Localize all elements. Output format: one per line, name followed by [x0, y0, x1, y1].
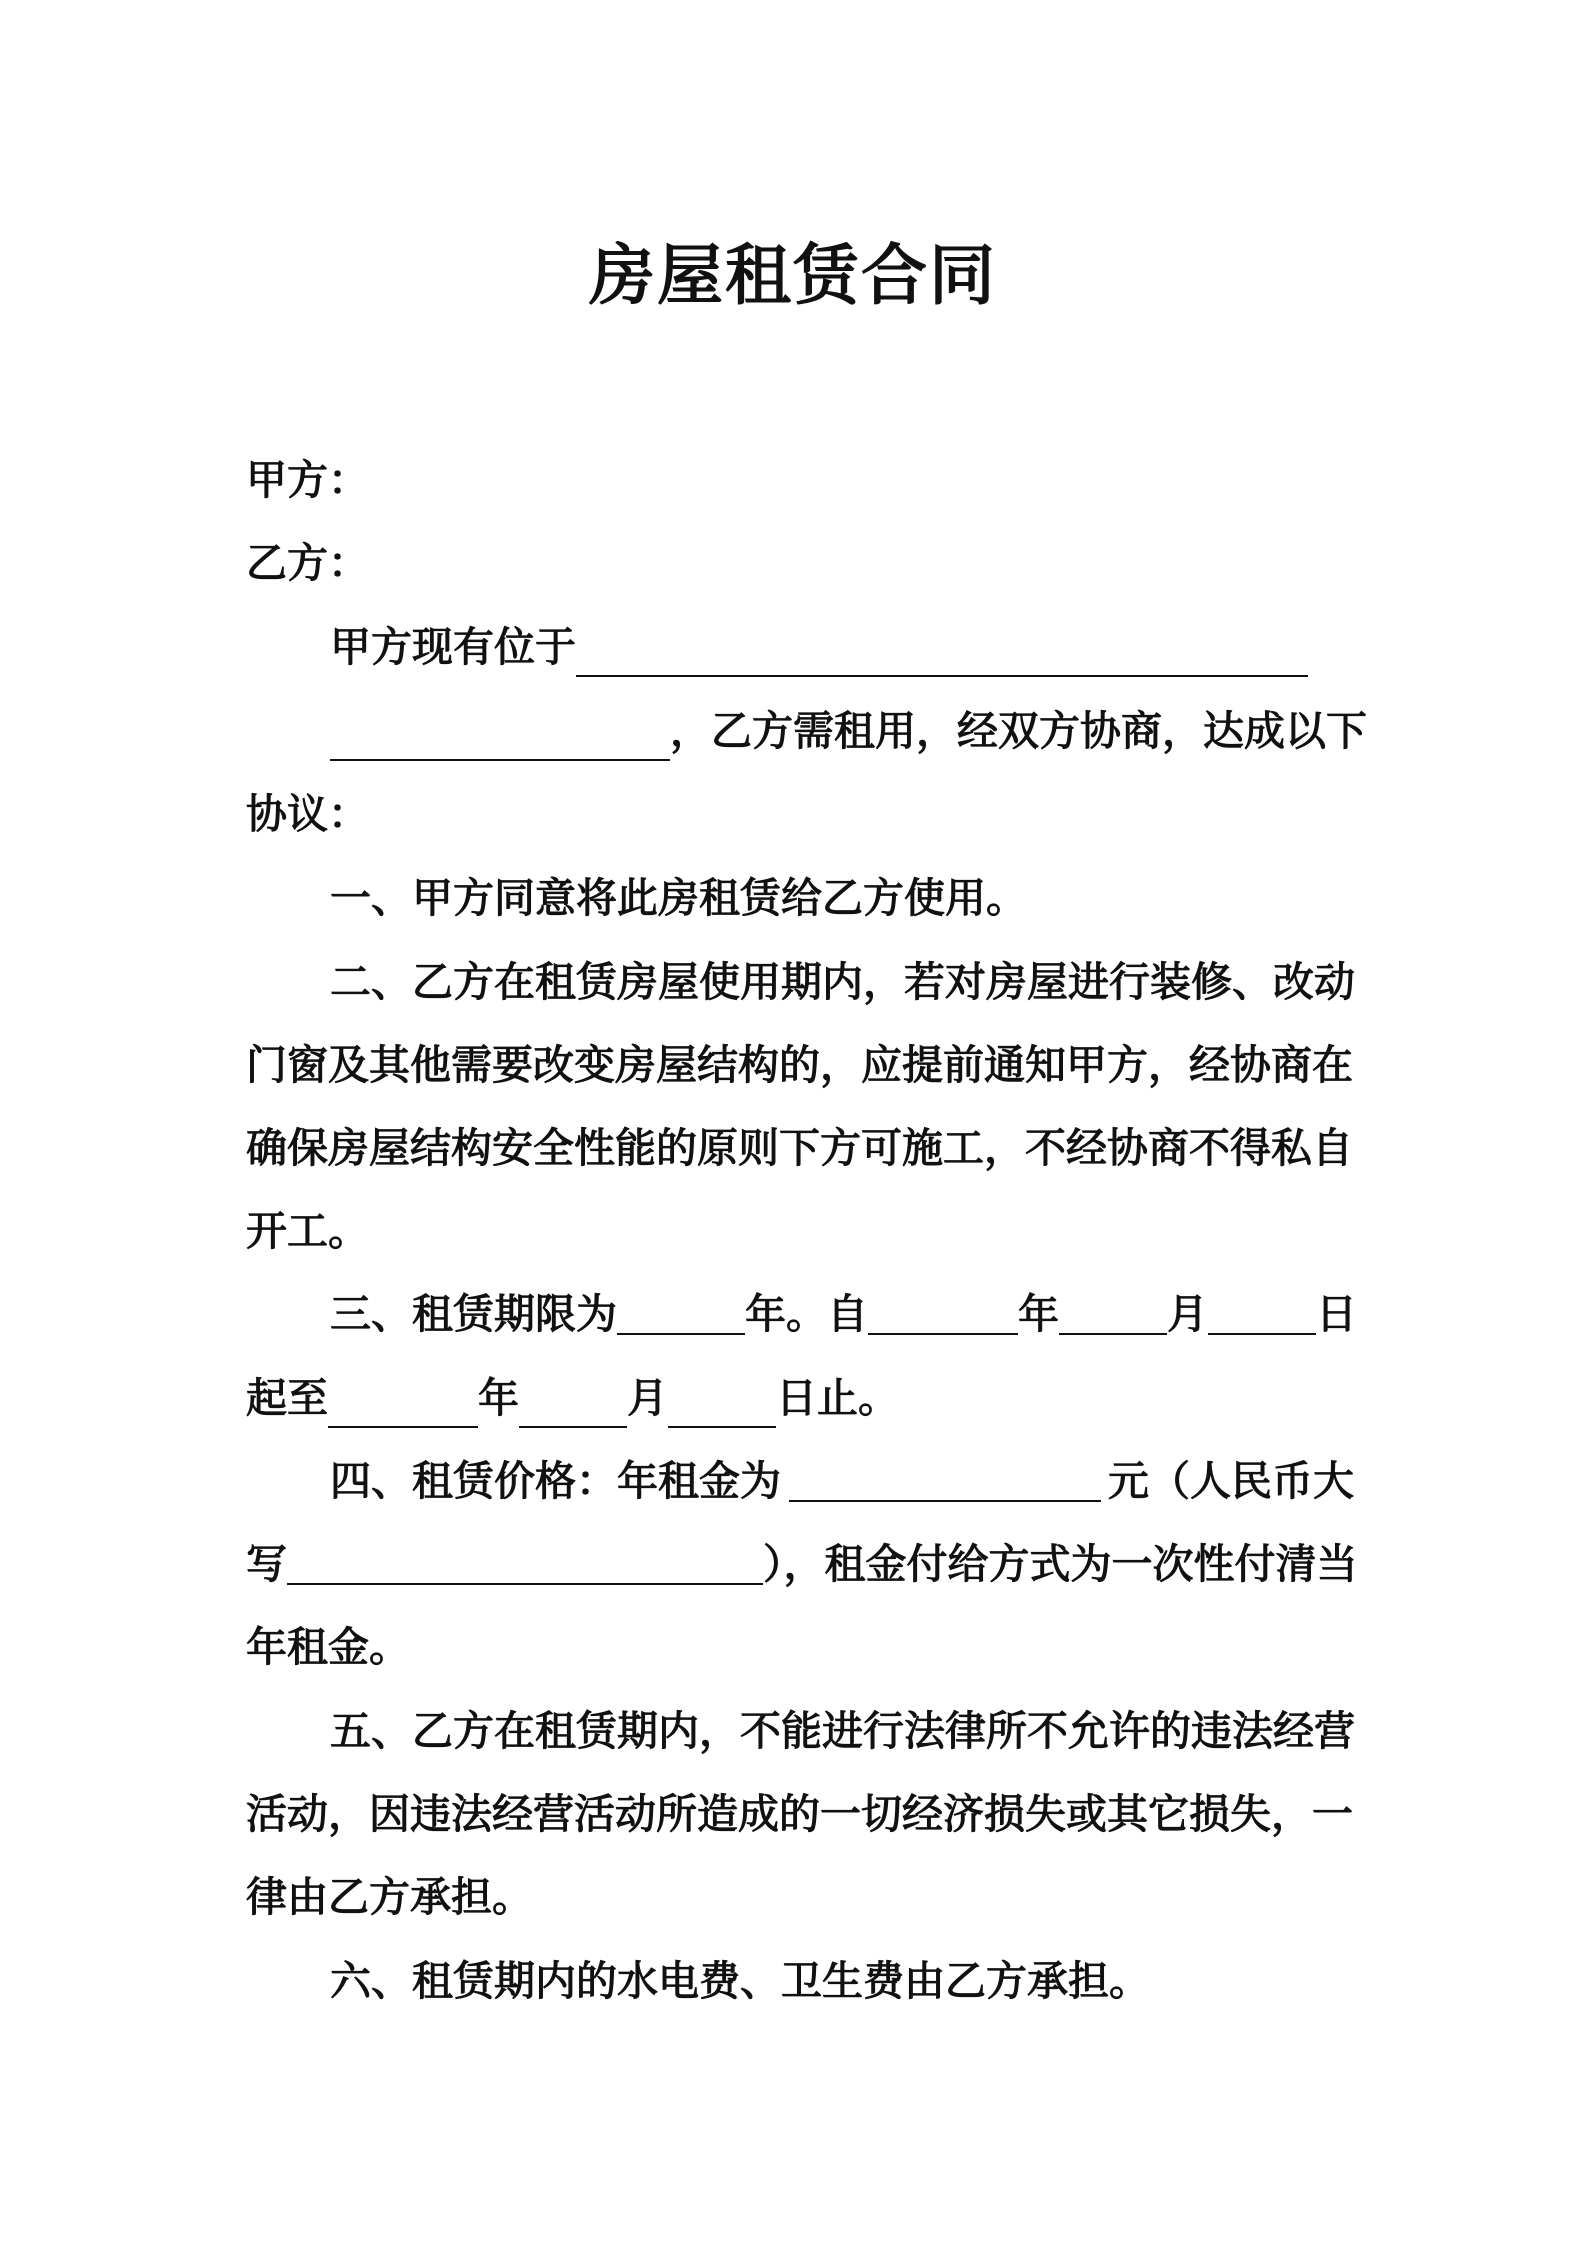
- clause-3-day-label: 日: [1316, 1290, 1357, 1338]
- intro-line-2: [330, 701, 1367, 761]
- clause-3-year-label: 年: [1018, 1290, 1059, 1338]
- clause-4-line-3: 年租金。: [246, 1623, 410, 1671]
- document-title: 房屋租赁合同: [589, 237, 997, 314]
- clause-5-line-1: 五、乙方在租赁期内，不能进行法律所不允许的违法经营: [330, 1707, 1355, 1755]
- clause-2-line-1: 二、乙方在租赁房屋使用期内，若对房屋进行装修、改动: [330, 958, 1355, 1006]
- clause-3-year-from: 年。自: [745, 1290, 868, 1338]
- clause-3-line-2: [246, 1368, 899, 1428]
- clause-3-end: 日止。: [776, 1374, 899, 1422]
- clause-4-yuan: 元（人民币大: [1108, 1457, 1354, 1505]
- clause-3-end-month-label: 月: [627, 1374, 668, 1422]
- end-month-blank[interactable]: [519, 1384, 627, 1428]
- end-year-blank[interactable]: [328, 1384, 478, 1428]
- clause-5-line-3: 律由乙方承担。: [246, 1873, 533, 1921]
- clause-5-line-2: 活动，因违法经营活动所造成的一切经济损失或其它损失，一: [246, 1790, 1353, 1838]
- intro-line-1: [330, 617, 1308, 677]
- lease-years-blank[interactable]: [617, 1293, 745, 1335]
- clause-4-line-1: [330, 1451, 1354, 1511]
- clause-4-write: 写: [246, 1540, 287, 1588]
- intro-text-1: 甲方现有位于: [330, 623, 576, 671]
- clause-6: 六、租赁期内的水电费、卫生费由乙方承担。: [330, 1957, 1150, 2005]
- start-year-blank[interactable]: [868, 1293, 1018, 1335]
- start-month-blank[interactable]: [1059, 1293, 1167, 1335]
- annual-rent-blank[interactable]: [789, 1460, 1101, 1502]
- clause-3-prefix: 三、租赁期限为: [330, 1290, 617, 1338]
- property-location-blank-2[interactable]: [330, 717, 670, 761]
- clause-2-line-4: 开工。: [246, 1207, 369, 1255]
- property-location-blank[interactable]: [576, 633, 1308, 677]
- clause-1: 一、甲方同意将此房租赁给乙方使用。: [330, 874, 1027, 922]
- clause-3-to: 起至: [246, 1374, 328, 1422]
- party-a-label: 甲方：: [246, 456, 369, 504]
- clause-4-line-2: [246, 1534, 1358, 1594]
- rent-in-words-blank[interactable]: [287, 1543, 763, 1585]
- clause-2-line-2: 门窗及其他需要改变房屋结构的，应提前通知甲方，经协商在: [246, 1041, 1353, 1089]
- intro-text-2: ，乙方需租用，经双方协商，达成以下: [670, 707, 1367, 755]
- intro-line-3: 协议：: [246, 790, 369, 838]
- end-day-blank[interactable]: [668, 1384, 776, 1428]
- clause-3-line-1: [330, 1284, 1357, 1344]
- clause-3-end-year-label: 年: [478, 1374, 519, 1422]
- party-b-label: 乙方：: [246, 539, 369, 587]
- clause-3-month-label: 月: [1167, 1290, 1208, 1338]
- start-day-blank[interactable]: [1208, 1293, 1316, 1335]
- clause-2-line-3: 确保房屋结构安全性能的原则下方可施工，不经协商不得私自: [246, 1124, 1353, 1172]
- clause-4-rest: ），租金付给方式为一次性付清当: [763, 1540, 1358, 1588]
- clause-4-prefix: 四、租赁价格：年租金为: [330, 1457, 781, 1505]
